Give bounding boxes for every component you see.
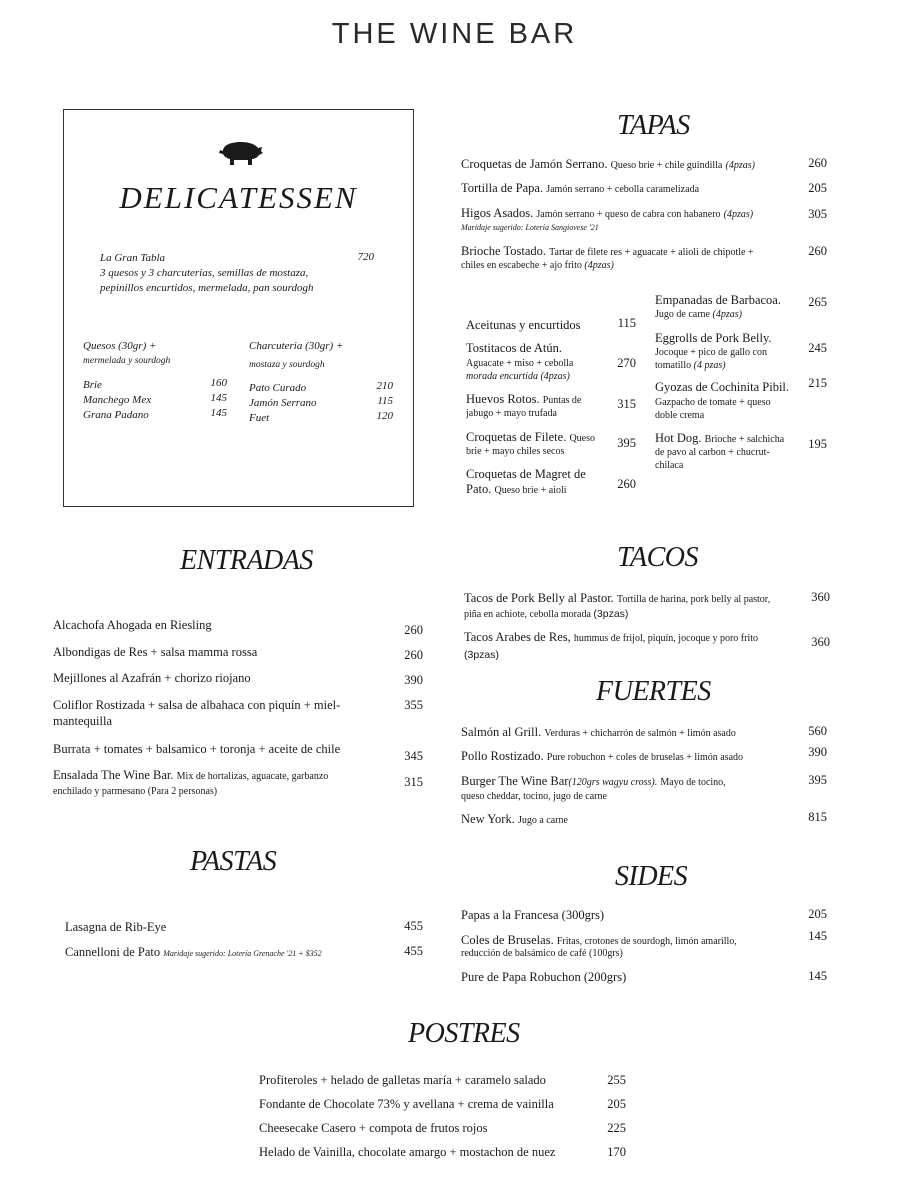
item-price: 315 xyxy=(404,775,423,789)
item-name: Pollo Rostizado. xyxy=(461,749,544,763)
item-price: 305 xyxy=(808,207,827,221)
entradas-heading: ENTRADAS xyxy=(180,545,313,576)
delicatessen-box xyxy=(63,109,414,507)
item-desc: Mix de hortalizas, aguacate, garbanzo xyxy=(176,771,329,782)
tapas-heading: TAPAS xyxy=(617,110,690,141)
item-desc: Queso xyxy=(569,433,596,444)
fuertes-item xyxy=(461,748,743,766)
tacos-heading: TACOS xyxy=(617,542,698,573)
pig-icon xyxy=(217,139,265,167)
item-price: 270 xyxy=(617,356,636,370)
item-qty: (4pzas) xyxy=(584,260,614,271)
item-desc: Jamón serrano + cebolla caramelizada xyxy=(546,184,700,195)
entradas-item: Burrata + tomates + balsamico + toronja + aceite de chile xyxy=(53,742,341,756)
item-desc: chilaca xyxy=(655,460,684,471)
charcuteria-price: 120 xyxy=(376,410,393,422)
item-price: 260 xyxy=(617,477,636,491)
fuertes-item xyxy=(461,811,568,829)
item-desc: Gazpacho de tomate + queso xyxy=(655,397,771,408)
entradas-item: Alcachofa Ahogada en Riesling xyxy=(53,618,212,632)
entradas-item: Coliflor Rostizada + salsa de albahaca con piquín + miel- xyxy=(53,698,341,712)
item-desc: piña en achiote, cebolla morada xyxy=(464,609,591,620)
item-desc: Jugo de carne xyxy=(655,309,710,320)
item-desc: chiles en escabeche + ajo frito xyxy=(461,260,582,271)
tapas-item xyxy=(461,156,755,174)
item-desc: Mayo de tocino, xyxy=(660,777,726,788)
item-name: Brioche Tostado. xyxy=(461,244,546,258)
tapas-item: Empanadas de Barbacoa. xyxy=(655,293,781,307)
item-name: Salmón al Grill. xyxy=(461,725,542,739)
quesos-item: Manchego Mex xyxy=(83,394,152,406)
gran-tabla-desc: pepinillos encurtidos, mermelada, pan sourdogh xyxy=(100,282,314,294)
item-desc: Fritas, crotones de sourdogh, limón amarillo, xyxy=(556,936,737,947)
item-price: 215 xyxy=(808,376,827,390)
tapas-item-cont xyxy=(655,307,742,323)
charcuteria-sub: mostaza y sourdogh xyxy=(249,360,325,370)
postres-item: Helado de Vainilla, chocolate amargo + mostachon de nuez xyxy=(259,1145,556,1159)
item-name: Higos Asados. xyxy=(461,206,534,220)
item-desc: doble crema xyxy=(655,410,705,421)
item-desc: Aguacate + miso + cebolla xyxy=(466,358,574,369)
postres-item: Profiteroles + helado de galletas maría + caramelo salado xyxy=(259,1073,546,1087)
tapas-item: Aceitunas y encurtidos xyxy=(466,318,581,332)
item-desc: Pure robuchon + coles de bruselas + limón asado xyxy=(546,752,744,763)
gran-tabla-price: 720 xyxy=(357,251,374,263)
tapas-item: Eggrolls de Pork Belly. xyxy=(655,331,772,345)
item-name: Pato. xyxy=(466,482,492,496)
item-price: 205 xyxy=(808,181,827,195)
quesos-price: 145 xyxy=(210,392,227,404)
item-name: Tacos de Pork Belly al Pastor. xyxy=(464,591,614,605)
tapas-item-cont xyxy=(461,258,614,274)
sides-item: Pure de Papa Robuchon (200grs) xyxy=(461,970,627,984)
item-price: 455 xyxy=(404,919,423,933)
item-name: Burger The Wine Bar xyxy=(461,774,569,788)
item-price: 355 xyxy=(404,698,423,712)
item-name: New York. xyxy=(461,812,515,826)
item-price: 255 xyxy=(607,1073,626,1087)
item-desc: Jocoque + pico de gallo con xyxy=(655,347,767,358)
quesos-item: Grana Padano xyxy=(83,409,149,421)
item-spec: (120grs wagyu cross). xyxy=(568,777,658,788)
item-price: 360 xyxy=(811,635,830,649)
item-price: 170 xyxy=(607,1145,626,1159)
pastas-item: Lasagna de Rib-Eye xyxy=(65,920,167,934)
item-desc: Queso brie + aioli xyxy=(494,485,567,496)
item-note: Maridaje sugerido: Lotería Sangiovese '21 xyxy=(461,223,599,232)
item-qty: (4pzas) xyxy=(725,160,755,171)
item-price: 195 xyxy=(808,437,827,451)
charcuteria-price: 210 xyxy=(376,380,393,392)
item-price: 225 xyxy=(607,1121,626,1135)
item-price: 315 xyxy=(617,397,636,411)
item-price: 395 xyxy=(808,773,827,787)
quesos-item: Brie xyxy=(83,379,102,391)
sides-heading: SIDES xyxy=(615,861,688,892)
item-desc: de pavo al carbon + chucrut- xyxy=(655,447,770,458)
item-desc: Queso brie + chile guindilla xyxy=(610,160,723,171)
quesos-price: 160 xyxy=(210,377,227,389)
tapas-item-cont xyxy=(466,481,567,499)
item-qty: (4 pzas) xyxy=(693,360,726,371)
quesos-price: 145 xyxy=(210,407,227,419)
item-desc: Brioche + salchicha xyxy=(704,434,785,445)
entradas-item xyxy=(53,767,328,785)
item-price: 260 xyxy=(808,156,827,170)
tapas-item-cont xyxy=(655,358,726,374)
postres-heading: POSTRES xyxy=(408,1018,520,1049)
item-qty: (3pzas) xyxy=(464,649,500,661)
item-name: Cannelloni de Pato xyxy=(65,945,161,959)
item-price: 145 xyxy=(808,929,827,943)
item-desc: tomatillo xyxy=(655,360,692,371)
pastas-heading: PASTAS xyxy=(190,846,277,877)
delicatessen-heading: DELICATESSEN xyxy=(119,180,358,215)
item-note: Maridaje sugerido: Lotería Grenache '21 + $352 xyxy=(163,949,322,958)
tapas-item: Gyozas de Cochinita Pibil. xyxy=(655,380,790,394)
item-price: 205 xyxy=(808,907,827,921)
tapas-item: Tostitacos de Atún. xyxy=(466,341,562,355)
item-name: Tacos Arabes de Res, xyxy=(464,630,571,644)
entradas-item: Mejillones al Azafrán + chorizo riojano xyxy=(53,671,251,685)
menu-title: THE WINE BAR xyxy=(331,18,578,50)
item-desc: queso cheddar, tocino, jugo de carne xyxy=(461,791,607,802)
charcuteria-item: Jamón Serrano xyxy=(249,397,317,409)
pastas-item xyxy=(65,944,322,962)
item-name: Croquetas de Filete. xyxy=(466,430,567,444)
entradas-item: Albondigas de Res + salsa mamma rossa xyxy=(53,645,258,659)
item-price: 115 xyxy=(617,316,636,330)
fuertes-item xyxy=(461,724,736,742)
item-desc: Tartar de filete res + aguacate + alioli de chipotle + xyxy=(549,247,754,258)
item-price: 360 xyxy=(811,590,830,604)
item-desc: Puntas de xyxy=(542,395,582,406)
tapas-item xyxy=(461,180,699,198)
charcuteria-price: 115 xyxy=(377,395,393,407)
charcuteria-item: Fuet xyxy=(249,412,270,424)
item-price: 145 xyxy=(808,969,827,983)
item-name: Croquetas de Jamón Serrano. xyxy=(461,157,608,171)
fuertes-heading: FUERTES xyxy=(596,676,711,707)
item-name: Hot Dog. xyxy=(655,431,702,445)
item-price: 390 xyxy=(808,745,827,759)
item-price: 390 xyxy=(404,673,423,687)
item-desc: enchilado y parmesano (Para 2 personas) xyxy=(53,786,218,797)
gran-tabla-desc: 3 quesos y 3 charcuterias, semillas de mostaza, xyxy=(100,267,309,279)
item-desc: morada encurtida (4pzas) xyxy=(466,371,570,382)
item-desc: hummus de frijol, piquín, jocoque y poro frito xyxy=(573,633,758,644)
item-desc: Jamón serrano + queso de cabra con habanero xyxy=(536,209,721,220)
item-price: 260 xyxy=(808,244,827,258)
quesos-sub: mermelada y sourdogh xyxy=(83,356,171,366)
item-qty: (4pzas) xyxy=(712,309,742,320)
charcuteria-heading: Charcuteria (30gr) + xyxy=(249,340,344,352)
item-name: Ensalada The Wine Bar. xyxy=(53,768,174,782)
item-price: 245 xyxy=(808,341,827,355)
gran-tabla-name: La Gran Tabla xyxy=(100,252,166,264)
item-price: 395 xyxy=(617,436,636,450)
item-price: 815 xyxy=(808,810,827,824)
item-desc: reducción de balsámico de café (100grs) xyxy=(461,948,623,959)
tacos-item-cont xyxy=(464,606,628,623)
item-price: 265 xyxy=(808,295,827,309)
item-price: 260 xyxy=(404,648,423,662)
item-qty: (4pzas) xyxy=(723,209,754,220)
item-desc: Jugo a carne xyxy=(517,815,568,826)
postres-item: Cheesecake Casero + compota de frutos rojos xyxy=(259,1121,488,1135)
item-desc: brie + mayo chiles secos xyxy=(466,446,565,457)
item-desc: jabugo + mayo trufada xyxy=(466,408,557,419)
tapas-item: Croquetas de Magret de xyxy=(466,467,586,481)
item-price: 345 xyxy=(404,749,423,763)
postres-item: Fondante de Chocolate 73% y avellana + crema de vainilla xyxy=(259,1097,554,1111)
item-price: 205 xyxy=(607,1097,626,1111)
entradas-item-cont: mantequilla xyxy=(53,714,113,728)
sides-item: Papas a la Francesa (300grs) xyxy=(461,908,605,922)
quesos-heading: Quesos (30gr) + xyxy=(83,340,157,352)
item-price: 260 xyxy=(404,623,423,637)
item-desc: Verduras + chicharrón de salmón + limón asado xyxy=(544,728,736,739)
item-price: 455 xyxy=(404,944,423,958)
item-name: Tortilla de Papa. xyxy=(461,181,544,195)
item-desc: Tortilla de harina, pork belly al pastor, xyxy=(616,594,771,605)
item-price: 560 xyxy=(808,724,827,738)
item-name: Coles de Bruselas. xyxy=(461,933,554,947)
charcuteria-item: Pato Curado xyxy=(249,382,307,394)
item-name: Huevos Rotos. xyxy=(466,392,540,406)
item-qty: (3pzas) xyxy=(593,608,629,620)
tacos-item xyxy=(464,629,758,647)
